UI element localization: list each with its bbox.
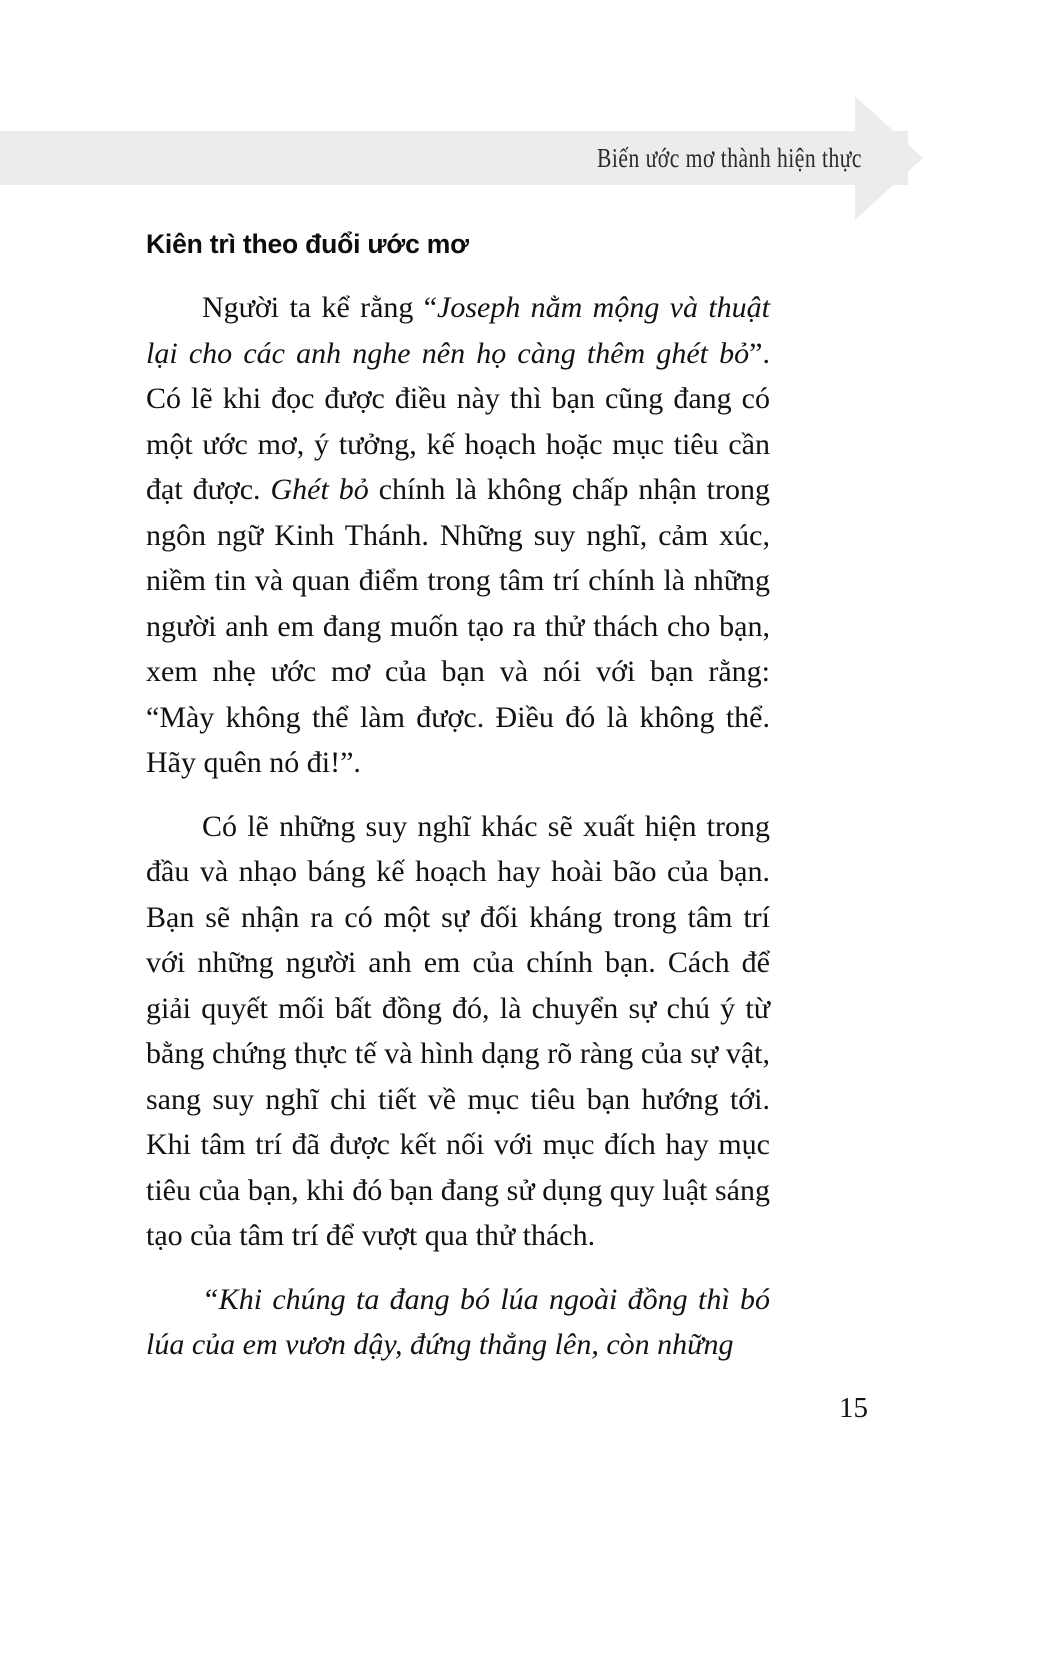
run-text: Có lẽ những suy nghĩ khác sẽ xuất hiện trong đầu và nhạo báng kế hoạch hay hoài bão của bạn. Bạn sẽ nhận ra có một sự đối kháng trong tâm trí với những người anh em của chính bạn. Cách để giải quyết mối bất đồng đó, là chuyển sự chú ý từ bằng chứng thực tế và hình dạng rõ ràng của sự vật, sang suy nghĩ chi tiết về mục tiêu bạn hướng tới. Khi tâm trí đã được kết nối với mục đích hay mục tiêu của bạn, khi đó bạn đang sử dụng quy luật sáng tạo của tâm trí để vượt qua thử thách.	[146, 809, 770, 1253]
run-text: ”. Có lẽ khi đọc được điều này thì bạn cũng đang có một ước mơ, ý tưởng, kế hoạch hoặc mục tiêu cần đạt được.	[146, 336, 770, 507]
paragraph-2	[146, 804, 770, 1259]
text-column	[146, 228, 770, 1368]
paragraph-3	[146, 1277, 770, 1368]
run-text-italic: Ghét bỏ	[270, 473, 369, 507]
run-text: chính là không chấp nhận trong ngôn ngữ Kinh Thánh. Những suy nghĩ, cảm xúc, niềm tin và quan điểm trong tâm trí chính là những người anh em đang muốn tạo ra thử thách cho bạn, xem nhẹ ước mơ của bạn và nói với bạn rằng: “Mày không thể làm được. Điều đó là không thể. Hãy quên nó đi!”.	[146, 473, 770, 780]
running-header-title: Biến ước mơ thành hiện thực	[597, 143, 862, 173]
run-text-italic: “Khi chúng ta đang bó lúa ngoài đồng thì bó lúa của em vươn dậy, đứng thẳng lên, còn những	[146, 1282, 770, 1362]
header-arrow-head-icon	[855, 96, 923, 220]
paragraph-1	[146, 285, 770, 786]
run-text-italic: Joseph nằm mộng và thuật lại cho các anh nghe nên họ càng thêm ghét bỏ	[146, 291, 770, 370]
run-text: Người ta kể rằng “	[202, 291, 438, 325]
page-number: 15	[839, 1392, 868, 1424]
section-heading: Kiên trì theo đuổi ước mơ	[146, 229, 469, 259]
